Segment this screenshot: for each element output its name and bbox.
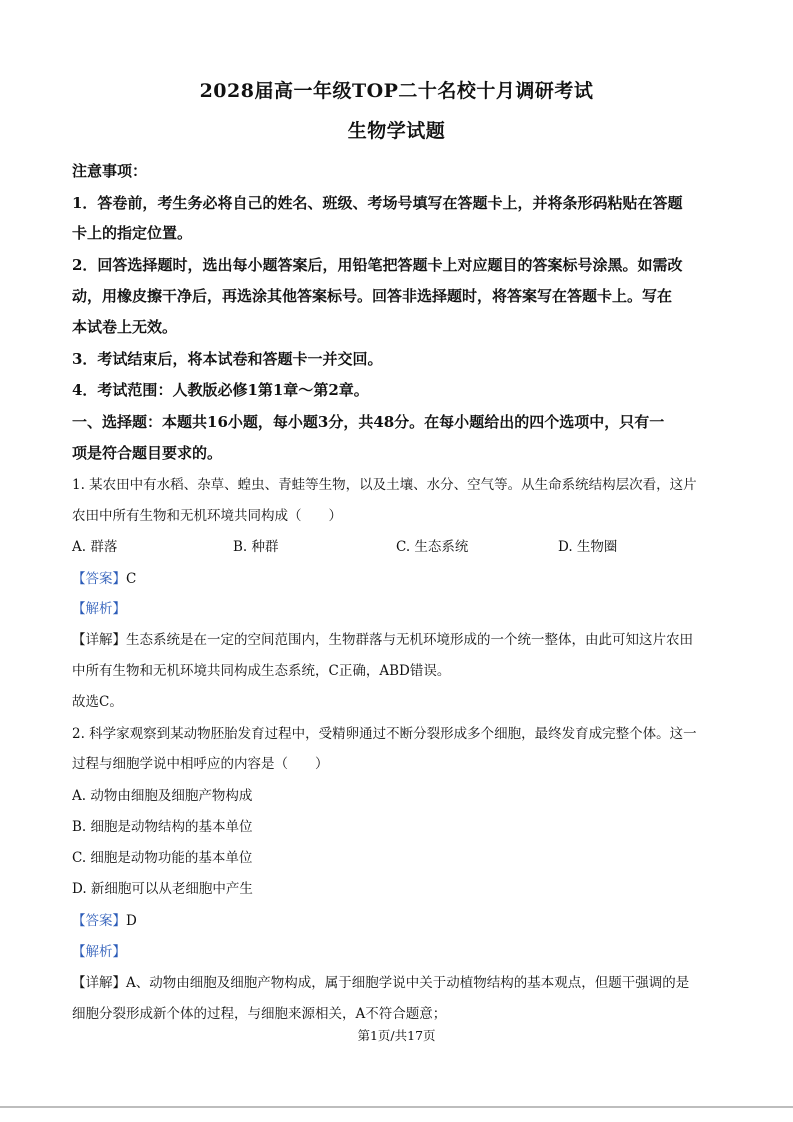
q2-detail-line-2: 细胞分裂形成新个体的过程，与细胞来源相关，A不符合题意； (72, 1006, 447, 1022)
notice-item-4: 4．考试范围：人教版必修1第1章～第2章。 (72, 381, 369, 399)
q1-detail-line-2: 中所有生物和无机环境共同构成生态系统，C正确，ABD错误。 (72, 663, 451, 679)
section-heading-line-2: 项是符合题目要求的。 (72, 444, 223, 462)
q1-option-d: D. 生物圈 (558, 539, 618, 555)
q1-option-b: B. 种群 (233, 539, 279, 555)
q1-stem-line-2: 农田中所有生物和无机环境共同构成（ ） (72, 508, 342, 524)
q1-stem-line-1: 1. 某农田中有水稻、杂草、蝗虫、青蛙等生物，以及土壤、水分、空气等。从生命系统结构层次看，这片 (72, 477, 697, 493)
page-bottom-divider (0, 1106, 793, 1108)
exam-title: 2028届高一年级TOP二十名校十月调研考试 (199, 80, 594, 102)
q1-conclusion: 故选C。 (72, 694, 123, 710)
q2-option-b: B. 细胞是动物结构的基本单位 (72, 819, 253, 835)
q2-answer-label: 【答案】 (72, 913, 126, 929)
q2-option-a: A. 动物由细胞及细胞产物构成 (72, 788, 253, 804)
q1-answer-label: 【答案】 (72, 571, 126, 587)
page-number: 第1页/共17页 (357, 1028, 436, 1043)
q2-stem-line-1: 2. 科学家观察到某动物胚胎发育过程中，受精卵通过不断分裂形成多个细胞，最终发育成完整个体。这一 (72, 726, 697, 742)
q1-option-a: A. 群落 (72, 539, 118, 555)
q1-option-c: C. 生态系统 (396, 539, 469, 555)
q2-detail-line-1: 【详解】A、动物由细胞及细胞产物构成，属于细胞学说中关于动植物结构的基本观点，但题干强调的是 (72, 975, 690, 991)
q1-answer (72, 567, 724, 587)
notice-item-1-line-1: 1．答卷前，考生务必将自己的姓名、班级、考场号填写在答题卡上，并将条形码粘贴在答题 (72, 194, 683, 212)
q2-stem-line-2: 过程与细胞学说中相呼应的内容是（ ） (72, 756, 329, 772)
q1-detail-line-1: 【详解】生态系统是在一定的空间范围内，生物群落与无机环境形成的一个统一整体，由此可知这片农田 (72, 632, 693, 648)
q2-answer (72, 909, 724, 929)
q1-answer-value: C (126, 571, 137, 587)
notice-heading: 注意事项： (72, 162, 148, 180)
notice-item-1-line-2: 卡上的指定位置。 (72, 224, 193, 242)
notice-item-2-line-1: 2．回答选择题时，选出每小题答案后，用铅笔把答题卡上对应题目的答案标号涂黑。如需改 (72, 256, 683, 274)
notice-item-2-line-2: 动，用橡皮擦干净后，再选涂其他答案标号。回答非选择题时，将答案写在答题卡上。写在 (72, 287, 673, 305)
q1-analysis-label: 【解析】 (72, 601, 126, 617)
notice-item-2-line-3: 本试卷上无效。 (72, 318, 178, 336)
q2-analysis-label: 【解析】 (72, 944, 126, 960)
q2-answer-value: D (126, 913, 137, 929)
exam-subtitle: 生物学试题 (347, 120, 446, 142)
notice-item-3: 3．考试结束后，将本试卷和答题卡一并交回。 (72, 350, 383, 368)
q2-option-d: D. 新细胞可以从老细胞中产生 (72, 881, 253, 897)
section-heading-line-1: 一、选择题：本题共16小题，每小题3分，共48分。在每小题给出的四个选项中，只有一 (72, 413, 665, 431)
q2-option-c: C. 细胞是动物功能的基本单位 (72, 850, 253, 866)
